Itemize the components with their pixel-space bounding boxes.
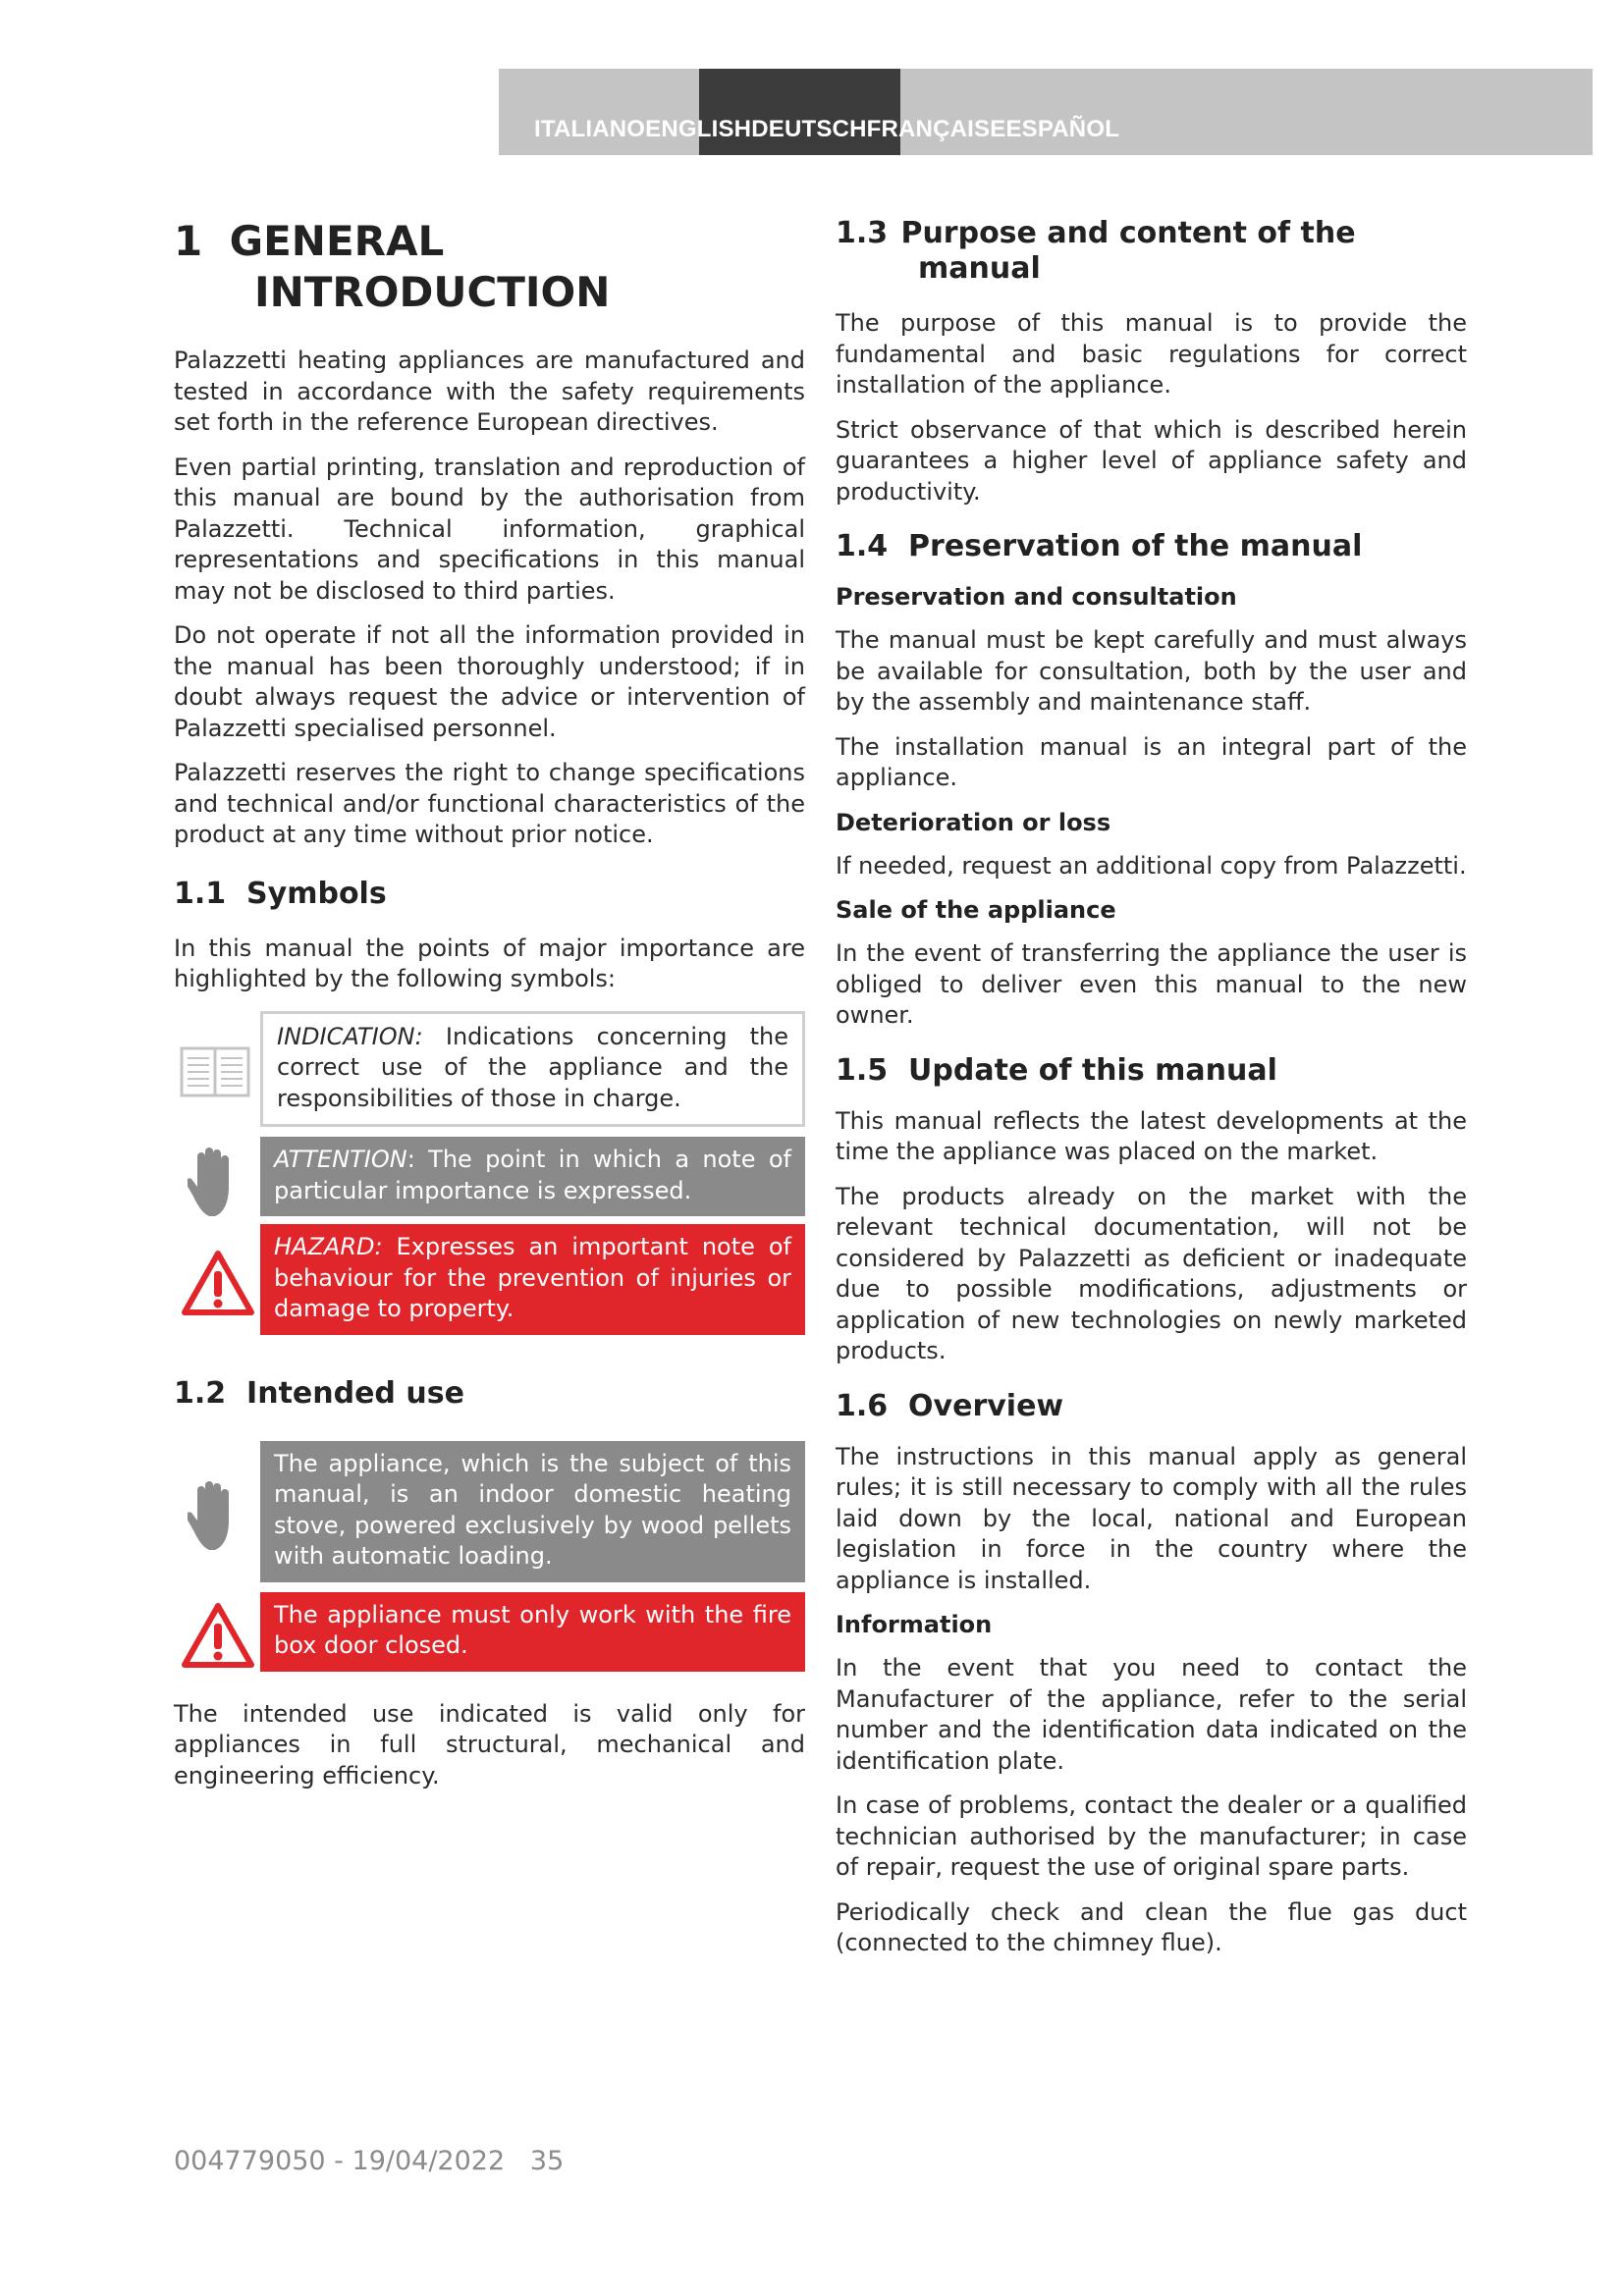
- warning-triangle-icon: [182, 1602, 254, 1673]
- attention-description: : The point in which a note of particular importance is expressed.: [274, 1146, 791, 1204]
- attention-box: [174, 1137, 805, 1216]
- section-purpose-heading: [836, 216, 1467, 287]
- hand-stop-icon: [188, 1147, 239, 1231]
- symbols-intro: In this manual the points of major importance are highlighted by the following symbols:: [174, 934, 805, 992]
- intro-paragraph-2: Even partial printing, translation and reproduction of this manual are bound by the authorisation from Palazzetti. Technical information, graphical representations and specifications in this manual may not be disclosed to third parties.: [174, 453, 805, 605]
- subheading-deterioration: Deterioration or loss: [836, 808, 1111, 836]
- purpose-paragraph-2: Strict observance of that which is described herein guarantees a higher level of appliance safety and productivity.: [836, 415, 1467, 506]
- section-symbols-heading: [174, 877, 805, 912]
- section-number: 1.6: [836, 1388, 889, 1423]
- intended-use-paragraph: The intended use indicated is valid only for appliances in full structural, mechanical and engineering efficiency.: [174, 1699, 805, 1789]
- intended-use-note-box: [174, 1441, 805, 1582]
- subheading-preservation-consultation: Preservation and consultation: [836, 583, 1237, 611]
- indication-label: INDICATION:: [277, 1022, 423, 1050]
- hazard-text: [274, 1232, 791, 1325]
- chapter-title-line1: GENERAL: [229, 217, 445, 265]
- hazard-description: Expresses an important note of behaviour for the prevention of injuries or damage to property.: [274, 1233, 791, 1322]
- warning-triangle-icon: [182, 1250, 254, 1320]
- section-preservation-heading: [836, 529, 1467, 564]
- left-column: [174, 216, 805, 1791]
- sale-paragraph: In the event of transferring the appliance the user is obliged to deliver even this manual to the new owner.: [836, 939, 1467, 1029]
- overview-paragraph-2: In the event that you need to contact the Manufacturer of the appliance, refer to the serial number and the identification data indicated on the identification plate.: [836, 1654, 1467, 1775]
- intro-paragraph-3: Do not operate if not all the information provided in the manual has been thoroughly understood; if in doubt always request the advice or intervention of Palazzetti specialised personnel.: [174, 621, 805, 742]
- section-title: Overview: [908, 1388, 1064, 1423]
- indication-box: [174, 1011, 805, 1128]
- section-title-line2: manual: [918, 251, 1041, 286]
- section-update-heading: [836, 1053, 1467, 1089]
- section-title: Symbols: [246, 876, 387, 911]
- section-number: 1.4: [836, 529, 889, 563]
- subheading-information: Information: [836, 1611, 993, 1638]
- page-number: 35: [529, 2146, 565, 2176]
- overview-paragraph-1: The instructions in this manual apply as general rules; it is still necessary to comply with all the rules laid down by the local, national and European legislation in force in the country where the appliance is installed.: [836, 1442, 1467, 1594]
- overview-paragraph-3: In case of problems, contact the dealer or a qualified technician authorised by the manufacturer; in case of repair, request the use of original spare parts.: [836, 1791, 1467, 1881]
- indication-description: Indications concerning the correct use of the appliance and the responsibilities of those in charge.: [277, 1022, 788, 1112]
- hand-stop-icon: [188, 1480, 239, 1565]
- section-overview-heading: [836, 1389, 1467, 1424]
- deterioration-paragraph: If needed, request an additional copy from Palazzetti.: [836, 851, 1467, 880]
- purpose-paragraph-1: The purpose of this manual is to provide the fundamental and basic regulations for correct installation of the appliance.: [836, 309, 1467, 399]
- section-intended-use-heading: [174, 1376, 805, 1412]
- section-number: 1.1: [174, 876, 227, 911]
- section-number: 1.2: [174, 1375, 227, 1411]
- book-icon: [180, 1044, 250, 1103]
- lang-tab-italiano[interactable]: ITALIANO: [534, 116, 646, 142]
- section-number: 1.3: [836, 216, 889, 250]
- attention-text: [274, 1145, 791, 1206]
- intended-use-note-text: The appliance, which is the subject of this manual, is an indoor domestic heating stove, powered exclusively by wood pellets with automatic loading.: [274, 1449, 791, 1570]
- fire-door-warning-box: [174, 1592, 805, 1672]
- update-paragraph-2: The products already on the market with the relevant technical documentation, will not be considered by Palazzetti as deficient or inadequate due to possible modifications, adjustments or application of new technologies on newly marketed products.: [836, 1182, 1467, 1364]
- preservation-paragraph-2: The installation manual is an integral part of the appliance.: [836, 732, 1467, 791]
- chapter-number: 1: [174, 217, 203, 265]
- section-title: Preservation of the manual: [908, 529, 1363, 563]
- lang-tab-francaise[interactable]: FRANÇAISE: [866, 116, 1006, 142]
- intro-paragraph-4: Palazzetti reserves the right to change specifications and technical and/or functional characteristics of the product at any time without prior notice.: [174, 759, 805, 848]
- intended-use-note-body: [260, 1441, 805, 1582]
- section-number: 1.5: [836, 1052, 889, 1088]
- chapter-title: [174, 216, 805, 318]
- chapter-title-line2: INTRODUCTION: [254, 268, 611, 316]
- fire-door-warning-text: The appliance must only work with the fire box door closed.: [274, 1600, 791, 1659]
- section-title: Intended use: [246, 1375, 464, 1411]
- document-code: 004779050 - 19/04/2022: [174, 2146, 506, 2176]
- intro-paragraph-1: Palazzetti heating appliances are manufactured and tested in accordance with the safety requirements set forth in the reference European directives.: [174, 347, 805, 436]
- indication-box-body: [260, 1011, 805, 1128]
- indication-text: [277, 1022, 788, 1115]
- language-bar: [499, 69, 1593, 155]
- hazard-box: [174, 1224, 805, 1335]
- hazard-box-body: [260, 1224, 805, 1335]
- subheading-sale: Sale of the appliance: [836, 896, 1116, 924]
- overview-paragraph-4: Periodically check and clean the flue gas duct (connected to the chimney flue).: [836, 1897, 1467, 1956]
- section-title-line1: Purpose and content of the: [900, 216, 1356, 250]
- fire-door-warning-body: [260, 1592, 805, 1672]
- section-title: Update of this manual: [908, 1052, 1277, 1088]
- language-tabs: [534, 114, 1119, 145]
- attention-box-body: [260, 1137, 805, 1216]
- lang-tab-english[interactable]: ENGLISH: [645, 116, 752, 142]
- lang-tab-espanol[interactable]: ESPAÑOL: [1005, 116, 1120, 142]
- hazard-label: HAZARD:: [274, 1233, 383, 1260]
- right-column: [836, 216, 1467, 1959]
- update-paragraph-1: This manual reflects the latest developments at the time the appliance was placed on the market.: [836, 1106, 1467, 1165]
- attention-label: ATTENTION: [274, 1146, 407, 1173]
- lang-tab-deutsch[interactable]: DEUTSCH: [751, 116, 867, 142]
- preservation-paragraph-1: The manual must be kept carefully and must always be available for consultation, both by the user and by the assembly and maintenance staff.: [836, 626, 1467, 716]
- page-footer: [174, 2146, 564, 2176]
